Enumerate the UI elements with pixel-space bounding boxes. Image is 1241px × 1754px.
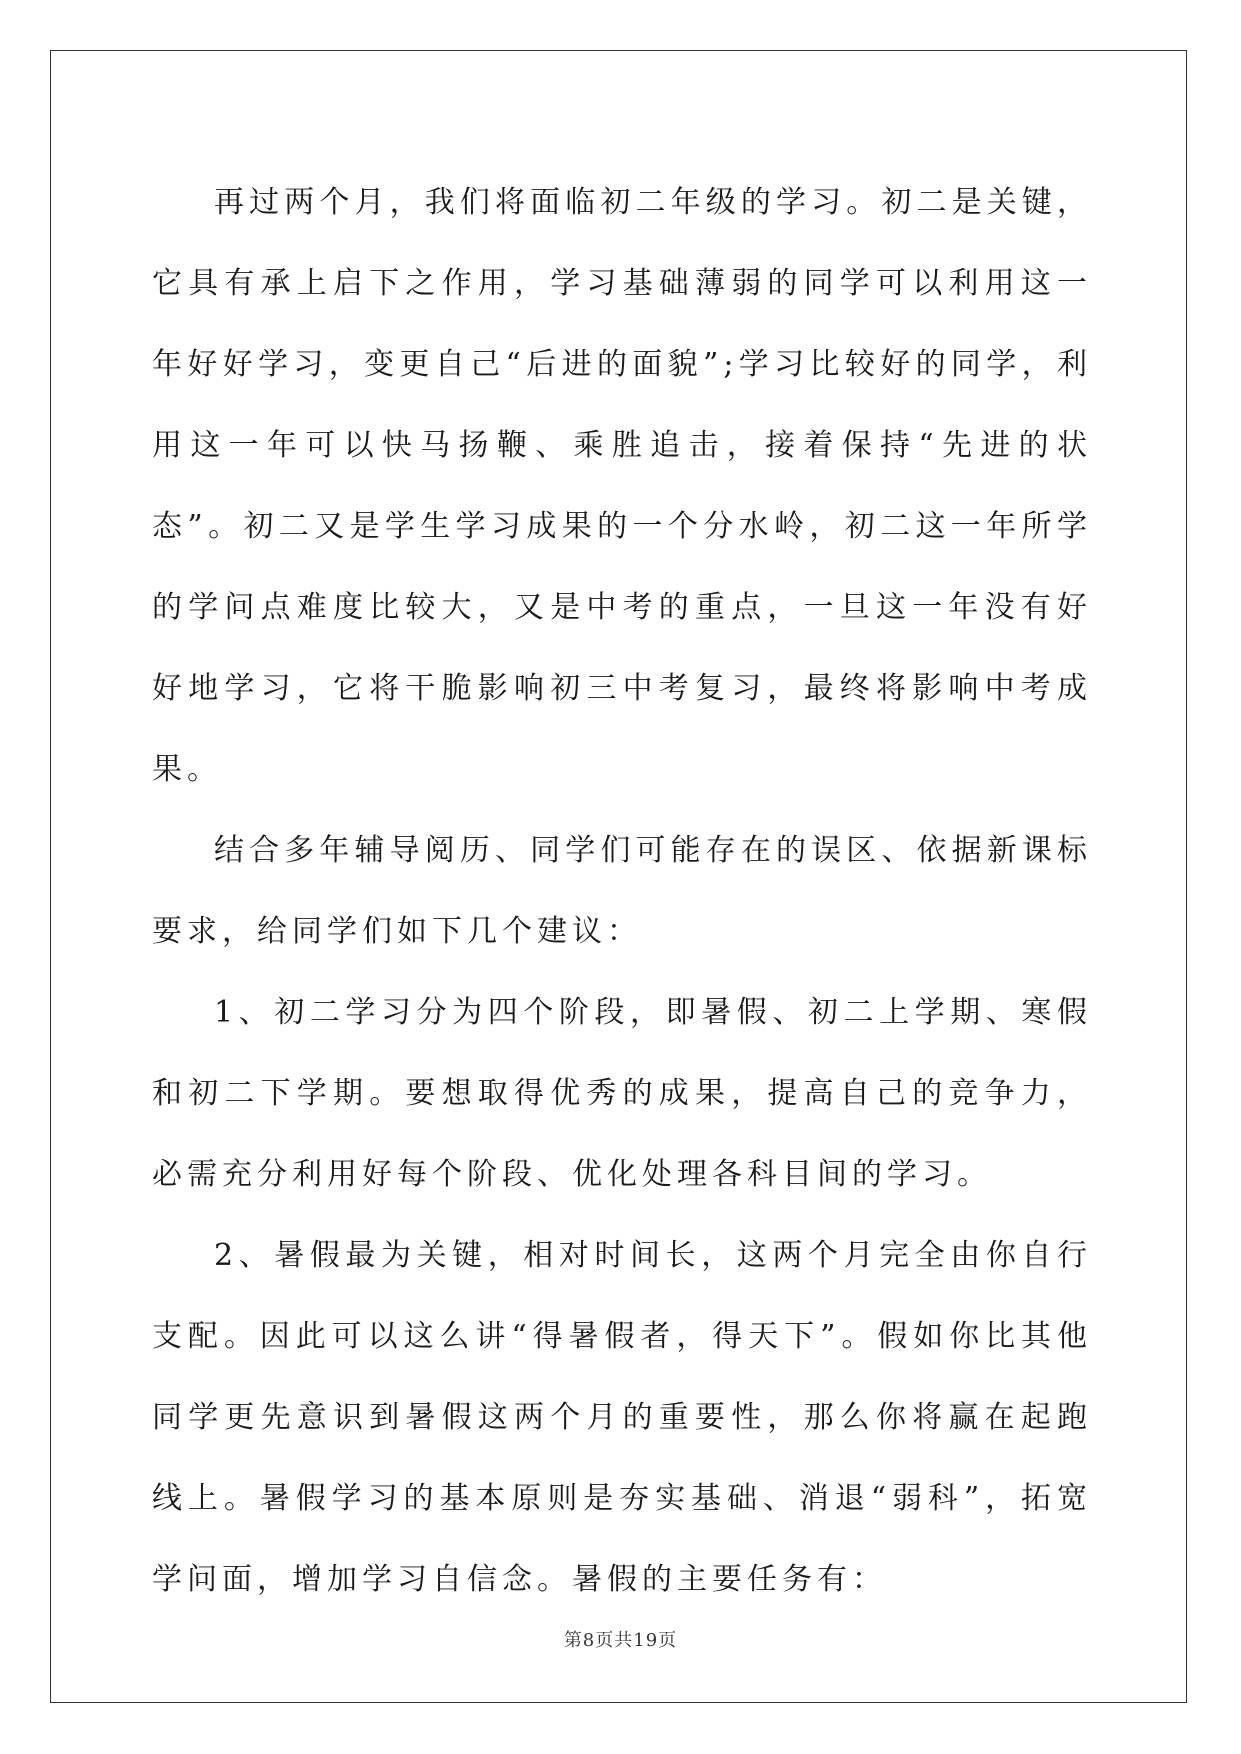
total-pages-label: 共19页 [614,1630,678,1651]
paragraph: 2、暑假最为关键，相对时间长，这两个月完全由你自行支配。因此可以这么讲“得暑假者，得天下”。假如你比其他同学更先意识到暑假这两个月的重要性，那么你将赢在起跑线上。暑假学习的基本原则是夯实基础、消退“弱科”，拓宽学问面，增加学习自信念。暑假的主要任务有： [152,1238,1092,1597]
paragraph: 结合多年辅导阅历、同学们可能存在的误区、依据新课标要求，给同学们如下几个建议： [152,833,1092,949]
page-footer [0,1626,1241,1652]
paragraph: 1、初二学习分为四个阶段，即暑假、初二上学期、寒假和初二下学期。要想取得优秀的成果，提高自己的竞争力，必需充分利用好每个阶段、优化处理各科目间的学习。 [152,995,1092,1192]
paragraph: 再过两个月，我们将面临初二年级的学习。初二是关键，它具有承上启下之作用，学习基础薄弱的同学可以利用这一年好好学习，变更自己“后进的面貌”;学习比较好的同学，利用这一年可以快马扬鞭、乘胜追击，接着保持“先进的状态”。初二又是学生学习成果的一个分水岭，初二这一年所学的学问点难度比较大，又是中考的重点，一旦这一年没有好好地学习，它将干脆影响初三中考复习，最终将影响中考成果。 [152,185,1092,787]
current-page-label: 第8页 [563,1630,615,1651]
document-body [152,162,1092,1620]
